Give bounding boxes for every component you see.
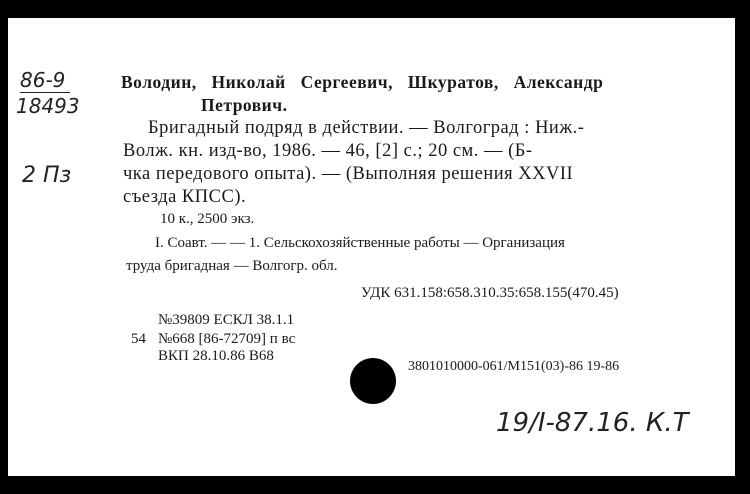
title-line-4: съезда КПСС).: [123, 187, 247, 207]
catalog-card: [8, 18, 735, 476]
call-number-line1: 86-9: [20, 68, 66, 92]
shelf-mark: 2 Пз: [22, 163, 72, 188]
registry-line-2: №668 [86-72709] п вс: [158, 331, 296, 347]
title-line-2: Волж. кн. изд-во, 1986. — 46, [2] с.; 20 см. — (Б-: [123, 141, 533, 161]
call-number-line2: 18493: [16, 94, 80, 118]
punch-hole: [350, 358, 396, 404]
author-heading-cont: Петрович.: [201, 95, 288, 115]
bbk-code: 3801010000-061/М151(03)-86 19-86: [408, 359, 620, 374]
author-heading: Володин, Николай Сергеевич, Шкуратов, Александр: [121, 72, 604, 92]
title-line-3: чка передового опыта). — (Выполняя решения XXVII: [123, 164, 574, 184]
price-line: 10 к., 2500 экз.: [160, 211, 255, 227]
registry-prefix: 54: [131, 331, 146, 347]
title-line-1: Бригадный подряд в действии. — Волгоград : Ниж.-: [148, 118, 585, 138]
subject-line-2: труда бригадная — Волгогр. обл.: [126, 258, 338, 274]
udc-code: УДК 631.158:658.310.35:658.155(470.45): [361, 285, 619, 301]
call-number-divider: [20, 92, 70, 93]
subject-line-1: I. Соавт. — — 1. Сельскохозяйственные работы — Организация: [155, 235, 565, 251]
registry-line-1: №39809 ЕСКЛ 38.1.1: [158, 312, 295, 328]
handwritten-date: 19/I-87.16. К.Т: [496, 408, 689, 438]
registry-line-3: ВКП 28.10.86 В68: [158, 348, 274, 364]
